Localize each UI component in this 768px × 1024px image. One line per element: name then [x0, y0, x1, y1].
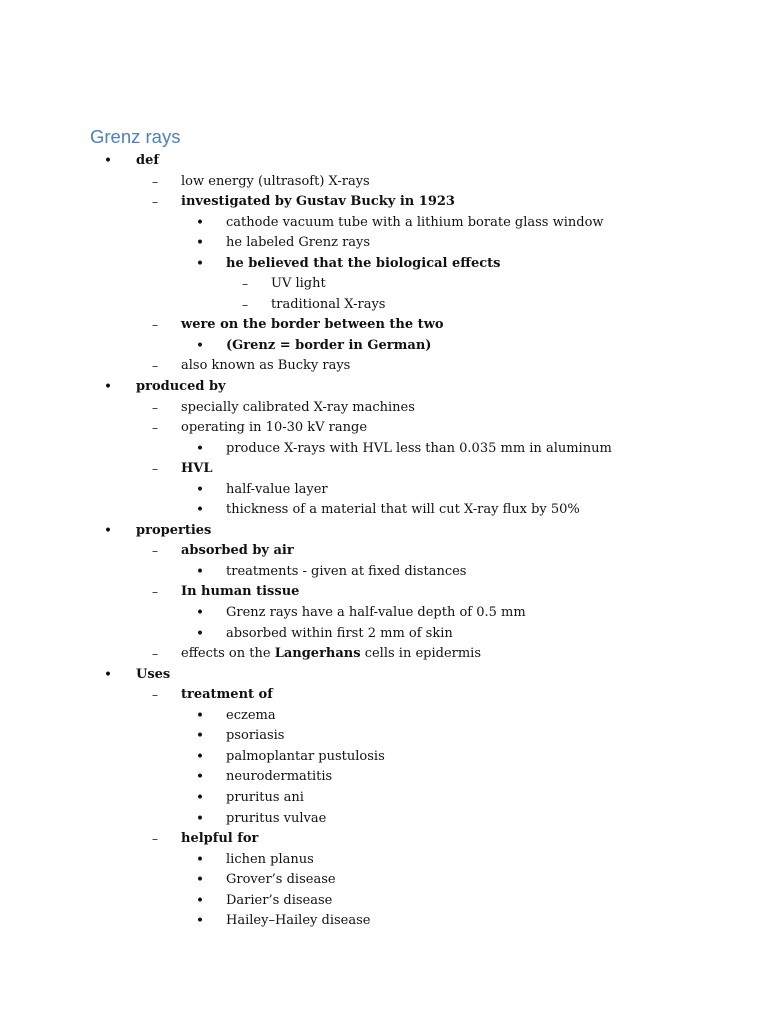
list-item-text-segment: Grenz rays have a half-value depth of 0.5 mm — [226, 605, 526, 621]
list-item-text — [181, 685, 273, 706]
list-item — [0, 767, 768, 788]
list-item-bold-term: Langerhans — [274, 646, 361, 662]
list-item-text — [226, 233, 370, 254]
list-item-text-segment: cathode vacuum tube with a lithium borate glass window — [226, 214, 604, 230]
list-item — [0, 480, 768, 501]
list-item-text-segment: investigated by Gustav Bucky in 1923 — [181, 194, 455, 210]
list-item — [0, 315, 768, 336]
list-item-text-segment: thickness of a material that will cut X-ray flux by 50% — [226, 502, 580, 518]
list-item-text-segment: In human tissue — [181, 584, 300, 600]
list-item-text-segment: neurodermatitis — [226, 769, 333, 785]
list-item-text — [181, 315, 444, 336]
dash-icon: – — [152, 318, 158, 333]
list-item-text — [226, 603, 526, 624]
list-item-text — [226, 747, 385, 768]
list-item — [0, 398, 768, 419]
list-item — [0, 850, 768, 871]
list-item-text — [226, 767, 332, 788]
dash-icon: – — [152, 359, 158, 374]
list-item — [0, 500, 768, 521]
list-item — [0, 254, 768, 275]
list-item-text — [271, 274, 326, 295]
dash-icon: – — [152, 421, 158, 436]
list-item-text-segment: def — [136, 153, 159, 168]
bullet-icon: • — [103, 666, 113, 683]
list-item-text-segment: produce X-rays with HVL less than 0.035 mm in aluminum — [226, 440, 612, 456]
list-item-text — [181, 418, 367, 439]
bullet-icon: • — [195, 235, 205, 252]
list-item-text — [226, 891, 332, 912]
list-item-text — [226, 850, 314, 871]
bullet-icon: • — [103, 153, 113, 169]
list-item-text — [181, 356, 350, 377]
list-item-text — [226, 870, 336, 891]
list-item-text-segment: specially calibrated X-ray machines — [181, 399, 415, 415]
list-item-text-segment: pruritus ani — [226, 789, 304, 805]
list-item-text-segment: (Grenz = border in German) — [226, 337, 432, 353]
outline-list — [0, 151, 768, 932]
list-item-text-segment: operating in 10-30 kV range — [181, 420, 368, 436]
list-item — [0, 192, 768, 213]
list-item — [0, 582, 768, 603]
bullet-icon: • — [195, 851, 205, 868]
list-item — [0, 295, 768, 316]
list-item — [0, 788, 768, 809]
list-item-text-segment: absorbed by air — [181, 543, 294, 559]
list-item — [0, 665, 768, 686]
bullet-icon: • — [195, 481, 205, 498]
list-item — [0, 911, 768, 932]
list-item — [0, 603, 768, 624]
list-item — [0, 809, 768, 830]
bullet-icon: • — [195, 707, 205, 724]
bullet-icon: • — [195, 255, 205, 272]
list-item — [0, 418, 768, 439]
bullet-icon: • — [195, 913, 205, 930]
bullet-icon: • — [195, 728, 205, 745]
list-item-text — [226, 706, 276, 727]
list-item — [0, 172, 768, 193]
bullet-icon: • — [195, 769, 205, 786]
list-item — [0, 891, 768, 912]
list-item — [0, 336, 768, 357]
list-item-text-segment: effects on the — [181, 646, 275, 662]
list-item — [0, 747, 768, 768]
list-item-text-segment: HVL — [181, 461, 213, 477]
list-item-text-segment: treatments - given at fixed distances — [226, 563, 467, 579]
list-item-text — [226, 624, 453, 645]
list-item-text-segment: he believed that the biological effects — [226, 255, 501, 271]
list-item-text — [226, 788, 304, 809]
dash-icon: – — [242, 297, 248, 312]
list-item — [0, 151, 768, 172]
page-title: Grenz rays — [90, 126, 181, 147]
list-item-text — [226, 500, 580, 521]
bullet-icon: • — [195, 789, 205, 806]
dash-icon: – — [152, 174, 158, 189]
list-item-text — [226, 254, 500, 275]
list-item-text — [181, 829, 258, 850]
list-item-text — [181, 582, 299, 603]
list-item-text-segment: eczema — [226, 707, 276, 723]
bullet-icon: • — [103, 522, 113, 539]
list-item-text-segment: were on the border between the two — [181, 317, 444, 333]
list-item — [0, 829, 768, 850]
list-item — [0, 685, 768, 706]
list-item — [0, 541, 768, 562]
list-item — [0, 377, 768, 398]
bullet-icon: • — [195, 440, 205, 457]
list-item-text — [226, 911, 370, 932]
list-item-text-segment: pruritus vulvae — [226, 810, 327, 826]
dash-icon: – — [152, 647, 158, 662]
bullet-icon: • — [195, 748, 205, 765]
list-item — [0, 870, 768, 891]
bullet-icon: • — [195, 337, 205, 354]
list-item — [0, 356, 768, 377]
dash-icon: – — [152, 544, 158, 559]
list-item-text — [226, 809, 326, 830]
list-item-text-segment: treatment of — [181, 687, 273, 703]
list-item-text — [136, 665, 170, 686]
list-item-text-segment: properties — [136, 522, 212, 538]
dash-icon: – — [152, 462, 158, 477]
list-item — [0, 213, 768, 234]
list-item-text — [226, 726, 284, 747]
list-item-text-segment: produced by — [136, 379, 226, 395]
list-item-text-segment: traditional X-rays — [271, 296, 386, 312]
list-item — [0, 726, 768, 747]
list-item-text — [226, 213, 604, 234]
bullet-icon: • — [103, 379, 113, 396]
list-item-text — [271, 295, 385, 316]
list-item-text — [136, 151, 159, 172]
list-item — [0, 562, 768, 583]
list-item — [0, 624, 768, 645]
dash-icon: – — [152, 832, 158, 847]
list-item — [0, 233, 768, 254]
list-item — [0, 706, 768, 727]
list-item-text-segment: he labeled Grenz rays — [226, 235, 371, 251]
list-item-text — [226, 439, 612, 460]
list-item-text — [181, 644, 481, 665]
list-item-text-segment: Uses — [136, 666, 171, 682]
list-item-text-segment: low energy (ultrasoft) X-rays — [181, 173, 370, 189]
bullet-icon: • — [195, 502, 205, 519]
list-item-text — [226, 562, 466, 583]
dash-icon: – — [152, 195, 158, 210]
list-item-text — [136, 377, 226, 398]
list-item-text-segment: Darier’s disease — [226, 892, 333, 908]
list-item-text-segment: Hailey–Hailey disease — [226, 913, 371, 929]
list-item-text-tail: cells in epidermis — [360, 646, 482, 662]
bullet-icon: • — [195, 625, 205, 642]
list-item-text — [226, 480, 328, 501]
bullet-icon: • — [195, 892, 205, 909]
bullet-icon: • — [195, 605, 205, 622]
list-item-text — [136, 521, 211, 542]
list-item-text-segment: absorbed within first 2 mm of skin — [226, 625, 453, 641]
bullet-icon: • — [195, 810, 205, 827]
bullet-icon: • — [195, 214, 205, 231]
dash-icon: – — [242, 277, 248, 292]
list-item-text-segment: psoriasis — [226, 728, 285, 744]
list-item — [0, 521, 768, 542]
list-item-text-segment: helpful for — [181, 831, 259, 847]
list-item-text — [226, 336, 431, 357]
dash-icon: – — [152, 400, 158, 415]
list-item-text — [181, 172, 370, 193]
list-item-text-segment: UV light — [271, 276, 326, 292]
dash-icon: – — [152, 585, 158, 600]
list-item-text — [181, 398, 415, 419]
list-item-text-segment: also known as Bucky rays — [181, 358, 351, 374]
list-item-text-segment: lichen planus — [226, 851, 314, 867]
list-item-text-segment: Grover’s disease — [226, 872, 336, 888]
list-item — [0, 459, 768, 480]
list-item — [0, 644, 768, 665]
bullet-icon: • — [195, 872, 205, 889]
list-item-text — [181, 541, 294, 562]
list-item — [0, 439, 768, 460]
list-item-text — [181, 192, 455, 213]
list-item — [0, 274, 768, 295]
list-item-text — [181, 459, 213, 480]
bullet-icon: • — [195, 563, 205, 580]
list-item-text-segment: palmoplantar pustulosis — [226, 748, 385, 764]
list-item-text-segment: half-value layer — [226, 481, 328, 497]
dash-icon: – — [152, 688, 158, 703]
